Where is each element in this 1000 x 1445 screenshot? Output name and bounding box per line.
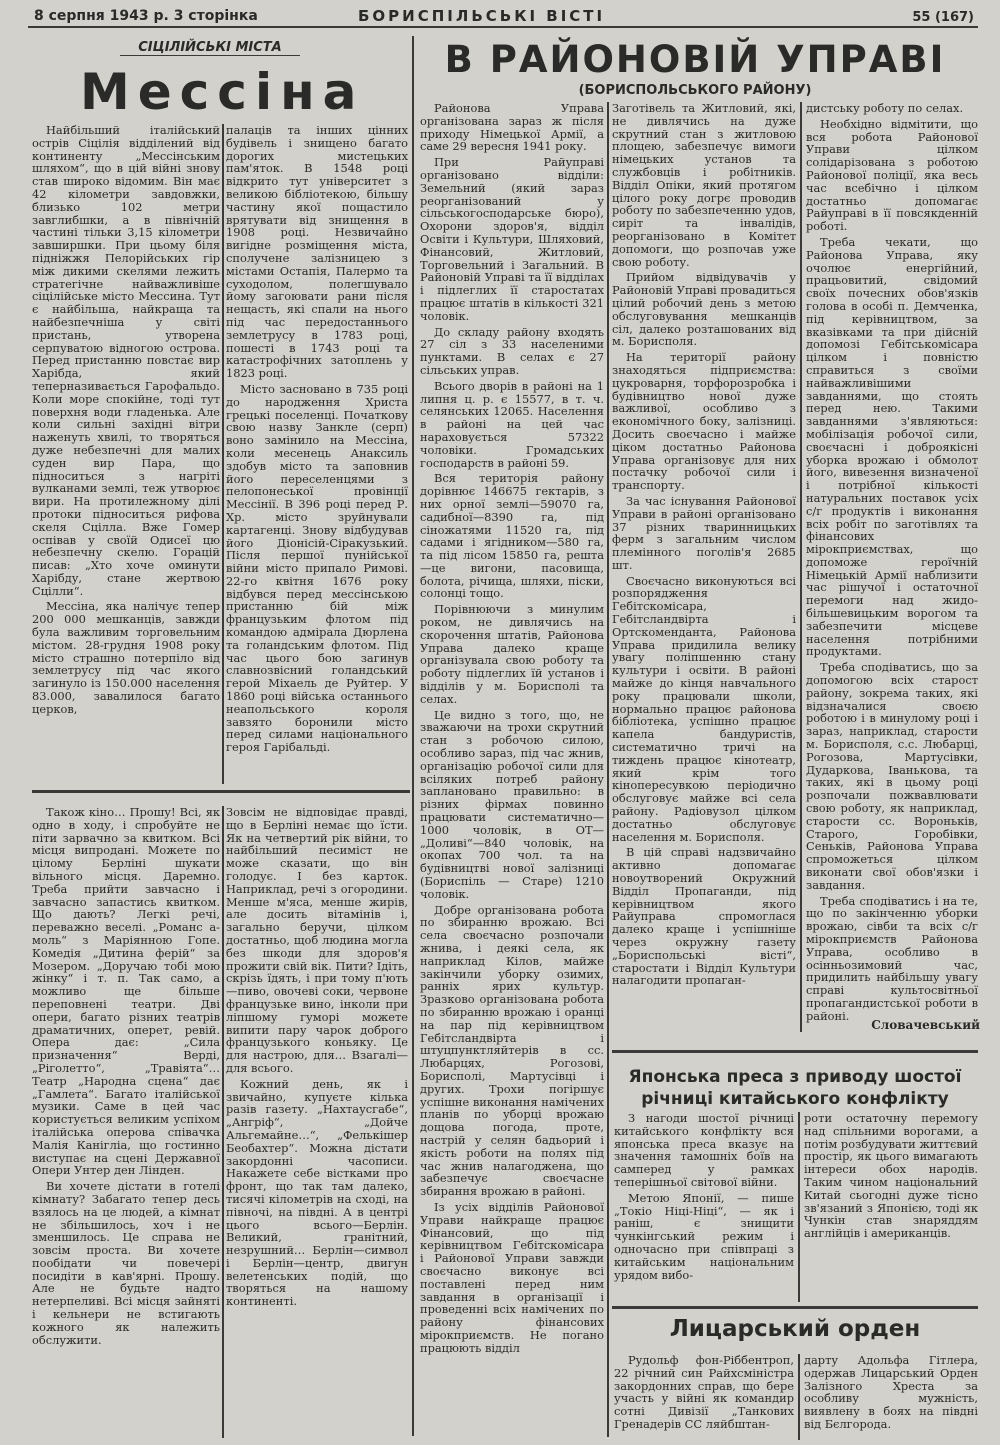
paragraph: дарту Адольфа Гітлера, одержав Лицарський Орден Залізного Хреста за особливу мужність, виявлену в боях на півдні від Бєлгорода. bbox=[804, 1353, 978, 1431]
order-column-1 bbox=[614, 1354, 794, 1440]
paragraph: Прийом відвідувачів у Районовій Управі провадиться цілий робочий день з метою обслуговування мешканців сіл, далеко розташованих від м. Борисполя. bbox=[612, 270, 796, 349]
column-rule bbox=[798, 1354, 800, 1440]
column-rule bbox=[222, 124, 224, 784]
date-page-label: 8 серпня 1943 р. 3 сторінка bbox=[34, 8, 258, 24]
japan-headline-line-1: Японська преса з приводу шостої bbox=[628, 1067, 962, 1087]
japan-headline bbox=[620, 1066, 970, 1110]
paragraph: Рудольф фон-Ріббентроп, 22 річний син Райхсміністра закордонних справ, що бере участь у війні як командир сотні Дивізії „Танкових Гренадерів СС ляйбштан- bbox=[614, 1353, 794, 1431]
rayon-subtitle: (БОРИСПОЛЬСЬКОГО РАЙОНУ) bbox=[578, 83, 812, 98]
paragraph: Порівнюючи з минулим роком, не дивлячись на скорочення штатів, Районова Управа далеко краще організувала свою роботу та роботу підлеглих їй установ і відділів у м. Борисполі та селах. bbox=[420, 602, 604, 706]
berlin-column-1 bbox=[32, 806, 220, 1438]
paragraph: роти остаточну перемогу над спільними ворогами, а потім розбудувати життєвий простір, як цього вимагають інтереси обох народів. Таким чином національний Китай сьогодні дуже тісно зв'язаний з Японією, тоді як Чункін став знаряддям англійців і американців. bbox=[804, 1111, 978, 1241]
paragraph: При Райуправі організовано відділи: Земельний (який зараз реорганізований у сільськогосподарське бюро), Охорони здоров'я, відділ Освіти і Культури, Шляховий, Фінансовий, Житловий, Торговельний і Загальний. В Районовій Управі та її відділах і підлеглих її старостатах працює штатів в кількості 321 чоловік. bbox=[420, 155, 605, 323]
paragraph: Кожний день, як і звичайно, купуєте кілька разів газету. „Нахтаусгабе“, „Ангріф“, „Дойче Альгемайне…“, „Фелькішер Беобахтер“. Можна дістати закордонні часописи. Накажете себе вістками про фронт, що так там далеко, тисячі кілометрів на сході, на півночі, на півдні. А в центрі цього всього—Берлін. Великий, гранітний, незрушний… Берлін—символ і Берлін—центр, двигун велетенських подій, що творяться на нашому континенті. bbox=[226, 1076, 408, 1309]
paragraph: дистську роботу по селах. bbox=[806, 101, 964, 115]
section-kicker: СІЦІЛІЙСЬКІ МІСТА bbox=[120, 40, 300, 56]
paragraph: В цій справі надзвичайно активно допомагає новоутворений Окружний Відділ Пропаганди, під керівництвом якого Райуправа спромоглася далеко краще і успішніше через окружну газету „Бориспольські вісті“, старостати і Відділ Культури налагодити пропаган- bbox=[612, 845, 796, 988]
messina-headline: Мессіна bbox=[80, 63, 365, 121]
paragraph: Це видно з того, що, не зважаючи на трохи скрутний стан з робочою силою, особливо зараз, під час жнив, організацію робочої сили для всіляких потреб району заплановано правильно: в різних фірмах повинно працювати систематично—1000 чоловік, в ОТ—„Доливі“—840 чоловік, на окопах 700 чол. та на будівництві нової залізниці (Бориспіль — Старе) 1210 чоловік. bbox=[420, 707, 604, 901]
section-rule bbox=[612, 1306, 978, 1309]
paragraph: Метою Японії, — пише „Токіо Ніці-Ніці“, — як і раніш, є знищити чункінгський режим і одночасно при співпраці з китайським національним урядом вибо- bbox=[614, 1190, 794, 1282]
issue-number: 55 (167) bbox=[912, 10, 974, 25]
paragraph: До складу району входять 27 сіл з 33 населеними пунктами. В селах є 27 сільських управ. bbox=[420, 324, 604, 377]
rayon-headline: В РАЙОНОВІЙ УПРАВІ bbox=[444, 38, 946, 81]
rayon-column-3 bbox=[806, 101, 978, 1023]
paragraph: Ви хочете дістати в готелі кімнату? Забагато тепер десь взялось на це людей, а кімнат не збільшилось, хоч і не зменшилось. Це справа не зовсім проста. Ви хочете пообідати чи повечері посидіти в кав'ярні. Прошу. Але не будьте надто нетерпеливі. Всі місця зайняті і кельнери не встигають кожного як належить обслужити. bbox=[32, 1179, 220, 1347]
paragraph: Районова Управа організована зараз ж після приходу Німецької Армії, а саме 29 вересня 1941 року. bbox=[420, 101, 604, 154]
paragraph: Зовсім не відповідає правді, що в Берліні немає що їсти. Як на четвертий рік війни, то найбільший песиміст не може сказати, що він голодує. І без карток. Наприклад, речі з огородини. Менше м'яса, менше жирів, але досить вітамінів і, загально беручи, цілком достатньо, щоб людина могла без шкоди для здоров'я прожити свій вік. Пити? Ідіть, скрізь їдять, і при тому п'ють—пиво, овочеві соки, червоне французьке вино, інколи при ліпшому гуморі можете випити пару чарок доброго французького коньяку. Це для настрою, для… Взагалі—для всього. bbox=[226, 805, 408, 1075]
paragraph: З нагоди шостої річниці китайського конфлікту вся японська преса вказує на значення тамошніх боїв на самперед у рамках теперішньої світової війни. bbox=[614, 1111, 794, 1189]
section-rule bbox=[612, 1050, 978, 1053]
paragraph: Вся територія району дорівнює 146675 гектарів, з них орної землі—59070 га, садибної—8390 га, під сіножатями 11520 га, під садами і ягідником—580 га, та під лісом 15850 га, решта—це вигони, пасовища, болота, річища, шляхи, піски, солонці тощо. bbox=[420, 471, 604, 601]
order-column-2 bbox=[804, 1354, 978, 1440]
berlin-column-2 bbox=[226, 806, 408, 1438]
paragraph: Треба сподіватись, що за допомогою всіх старост району, зокрема таких, які відзначалися своєю роботою і в минулому році і зараз, наприклад, старости м. Борисполя, с.с. Любарці, Рогозова, Мартусівки, Дударкова, Іванькова, та таких, які в цьому році розпочали пожвавлювати свою роботу, як наприклад, старости сс. Вороньків, Старого, Горобівки, Сеньків, Районова Управа спроможеться цілком виконати свої обов'язки і завдання. bbox=[806, 660, 978, 892]
section-rule bbox=[32, 790, 410, 793]
japan-column-1 bbox=[614, 1112, 794, 1302]
column-rule bbox=[800, 102, 802, 1032]
column-rule bbox=[798, 1112, 800, 1302]
column-rule bbox=[607, 102, 609, 1437]
paragraph: Із усіх відділів Районової Управи найкраще працює Фінансовий, що під керівництвом Гебітскомісара і Районової Управи завжди своєчасно виконує всі поставлені перед ним завдання в організації і проведенні всіх намічених по району фінансових мірокприємств. Не погано працюють відділ bbox=[420, 1199, 604, 1355]
paragraph: Необхідно відмітити, що вся робота Районової Управи цілком солідарізована з роботою Районової поліції, яка весь час всебічно і цілком достатньо допомагає Райуправі в її повсякденній роботі. bbox=[806, 116, 978, 234]
paragraph: Також кіно… Прошу! Всі, як одно в ходу, і спробуйте не піти зарвачно за квитком. Всі місця випродані. Можете по цілому Берліні шукати вільного місця. Даремно. Треба прийти завчасно і завчасно запастись квитком. Що дають? Легкі речі, переважно веселі. „Романс а-моль“ з Маріянною Гопе. Комедія „Дитина ферій“ за Мозером. „Доручаю тобі мою жінку“ і т. п. Так само, а можливо ще більше переповнені театри. Дві опери, багато різних театрів драматичних, оперет, ревій. Опера дає: „Сила призначення“ Верді, „Ріголетто“, „Травіята“… Театр „Народна сцена“ дає „Гамлета“. Багато італійської музики. Саме в цей час користується великим успіхом італійська оперова співачка Малія Канігліа, що гостинно виступає на сцені Державної Опери Унтер ден Лінден. bbox=[32, 805, 220, 1178]
paragraph: Заготівель та Житловий, які, не дивлячись на дуже скрутний стан з житловою площею, забезпечує вимоги німецьких установ та службовців і робітників. Відділ Опіки, який протягом цілого року догрє проводив роботу по забезпеченню удов, сиріт та інвалідів, реорганізовано в Комітет допомоги, що розпочав уже свою роботу. bbox=[612, 101, 796, 269]
newspaper-name: БОРИСПІЛЬСЬКІ ВІСТІ bbox=[358, 7, 606, 25]
paragraph: За час існування Районової Управи в районі організовано 37 різних тваринницьких ферм з загальним числом племінного поголів'я 2685 шт. bbox=[612, 493, 796, 572]
paragraph: Місто засновано в 735 році до народження Христа грецькі поселенці. Початкову свою назву Занкле (серп) воно замінило на Мессіна, коли месенець Анаксиль здобув місто та заповнив його переселенцями з пелопонеської провінції Мессінії. В 396 році перед Р. Хр. місто зруйнували картагенці. Знову відбудував його Діонісій-Сіракузький. Після першої пунійської війни місто припало Римові. 22-го квітня 1676 року відбувся перед мессінською пристанню бій між французьким флотом під командою адмірала Дюрлена та голандським флотом. Під час цього бою загинув славнозвісний голандський герой Міхаель де Руйтер. У 1860 році війська останнього неапольського короля завзято боронили місто перед силами національного героя Гарібальді. bbox=[226, 381, 408, 755]
rayon-column-2 bbox=[612, 102, 796, 1032]
paragraph: Треба чекати, що Районова Управа, яку очолює енергійний, працьовитий, свідомий своїх почесних обов'язків голова в особі п. Демченка, під керівництвом, за вказівками та при дійсній допомозі Гебітськомісара цілком і повністю справиться з своїми найважливішими завданнями, що стоять перед нею. Такими завданнями з'являються: мобілізація робочої сили, своєчасні і доброякісні уборка врожаю і обмолот його, вивезення визначеної і потрібної кількості натуральних поставок усіх с/г продуктів і виконання всіх робіт по заготівлях та фінансових мірокприємствах, що допоможе героїчній Німецькій Армії наблизити час рішучої і остаточної перемоги над жидо-більшевицьким ворогом та забезпечити місцеве населення потрібними продуктами. bbox=[806, 234, 978, 659]
paragraph: Треба сподіватись і на те, що по закінченню уборки врожаю, сівби та всіх с/г мірокприємств Районова Управа, особливо в осінньозимовий час, придилить найбільшу увагу справі культосвітньої пропагандистської роботи в районі. bbox=[806, 893, 978, 1023]
paragraph: Найбільший італійський острів Сіцілія відділений від континенту „Мессінським шляхом“, що в цій війні знову став широко відомим. Він має 42 кілометри завдовжки, близько 102 метри завглибшки, а в північній частині тільки 3,15 кілометри завширшки. При цьому біля підніжжя Пелорійських гір між дикими скелями лежить стратегічне найважливіше сіцілійське місто Мессина. Тут є найбільша, найкраща та найбезпечніша у світі пристань, утворена серпуватою відногою острова. Перед пристанню повстає вир Харібда, який теперназивається Гарофальдо. Коли море спокійне, тоді тут поверхня води гладенька. Але коли сильні західні вітри наженуть хвилі, то творяться дуже небезпечні для малих суден вир Пара, що підноситься з нагріті вулканами землі, теж утворює вири. На протилежному ділі протоки підноситься рифова скеля Сцілла. Вже Гомер оспівав у своїй Одисеї цю небезпечну скелю. Горацій писав: „Хто хоче оминути Харібду, стане жертвою Сцілли“. bbox=[32, 123, 220, 598]
column-rule bbox=[222, 806, 224, 1438]
paragraph: Своєчасно виконуються всі розпорядження Гебітскомісара, Гебітсландвірта і Ортскоменданта, Районова Управа придилила велику увагу поліпшенню стану культури і освіти. В районі майже до кінця навчального року працювали школи, нормально працює районова бібліотека, успішно працює капела бандуристів, систематично тричі на тиждень працює кінотеатр, який крім того кінопересувкою періодично обслуговує майже всі села району. Радіовузол цілком достатньо обслуговує населення м. Борисполя. bbox=[612, 573, 796, 844]
japan-column-2 bbox=[804, 1112, 978, 1302]
messina-column-1 bbox=[32, 124, 220, 784]
section-rule bbox=[412, 36, 414, 1436]
rayon-column-1 bbox=[420, 102, 604, 1437]
messina-column-2 bbox=[226, 124, 408, 784]
paragraph: Всього дворів в районі на 1 липня ц. р. є 15577, в т. ч. селянських 12065. Населення в районі на цей час нараховується 57322 чоловіки. Громадських господарств в районі 59. bbox=[420, 378, 604, 470]
paragraph: Мессіна, яка налічує тепер 200 000 мешканців, завжди була важливим торговельним містом. 28-грудня 1908 року місто страшно потерпіло від землетрусу під час якого загинуло із 150.000 населення 83.000, завалилося багато церков, bbox=[32, 599, 220, 716]
order-headline: Лицарський орден bbox=[669, 1316, 921, 1342]
paragraph: палаців та інших цінних будівель і знищено багато дорогих мистецьких пам'яток. В 1548 році відкрито тут університет з великою бібліотекою, більшу частину якої пощастило врятувати від знищення в 1908 році. Незвичайно вигідне розміщення міста, сполучене залізницею з містами Остапія, Палермо та суходолом, полегшувало йому загоювати рани після нещасть, які спали на нього під час передостаннього землетрусу в 1783 році, пошесті в 1743 році та катастрофічних затоплень у 1823 році. bbox=[226, 123, 408, 381]
masthead bbox=[28, 6, 978, 28]
japan-headline-line-2: річниці китайського конфлікту bbox=[641, 1089, 949, 1109]
paragraph: На території району знаходяться підприємства: цукроварня, торфорозробка і будівництво нової дуже важливої, особливо з економічного боку, залізниці. Досить своєчасно і майже ціком достатньо Районова Управа організовує для них постачку робочої сили і транспорту. bbox=[612, 350, 796, 493]
paragraph: Добре організована робота по збиранню врожаю. Всі села своєчасно розпочали жнива, і деякі села, як наприклад Кілов, майже закінчили уборку озимих, ранніх ярих культур. Зразково організована робота по збиранню врожаю і оранці на пар під керівництвом Гебітсландвірта і штуцпунктляйтерів в сс. Любарцях, Рогозові, Борисполі, Мартусівці і других. Трохи погіршує успішне виконання намічених планів по уборці врожаю дощова погода, проте, настрій у селян бадьорий і якість роботи на полях під час жнив налагоджена, що забезпечує своєчасне збирання врожаю в районі. bbox=[420, 902, 604, 1199]
author-signature: Словачевський bbox=[871, 1018, 980, 1032]
